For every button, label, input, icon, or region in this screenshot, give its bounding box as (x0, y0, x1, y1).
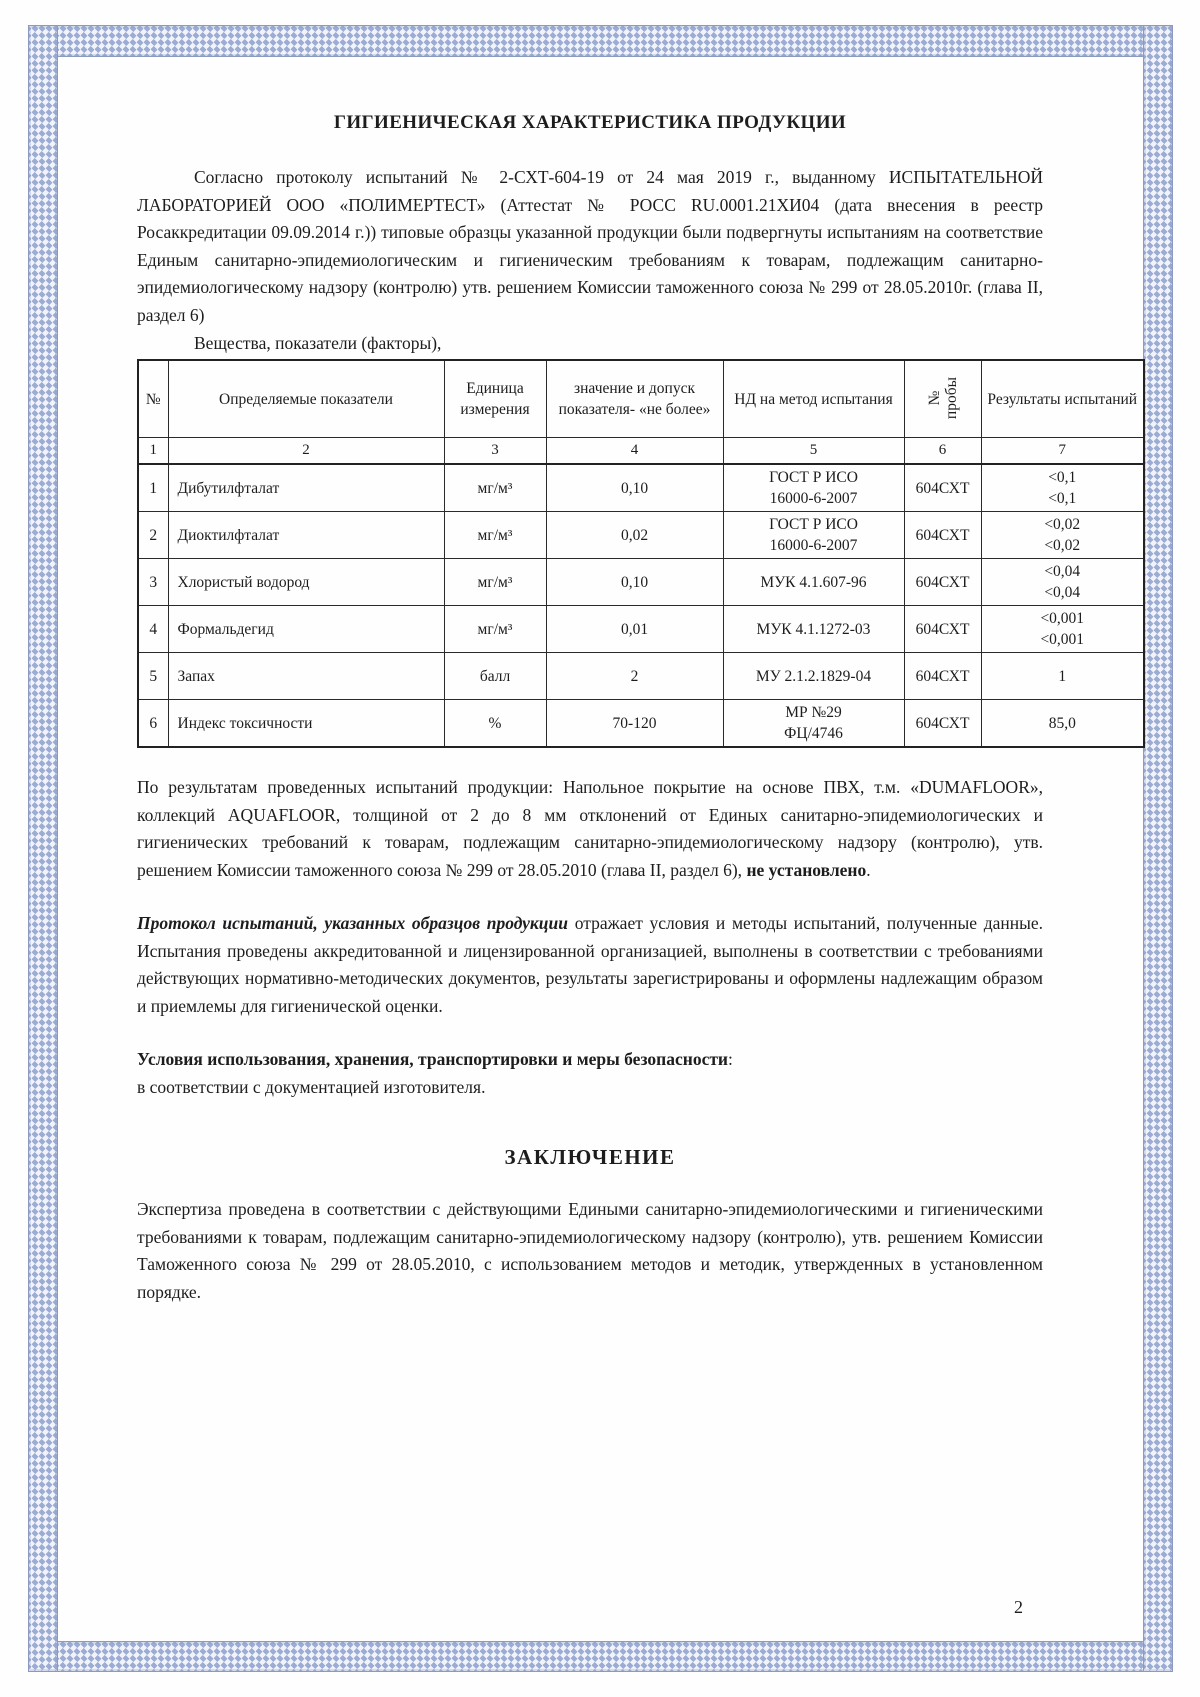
conditions-paragraph (137, 1046, 1043, 1101)
table-body (138, 464, 1144, 747)
cell-num: 5 (138, 653, 168, 700)
table-row (138, 606, 1144, 653)
cell-unit: балл (444, 653, 546, 700)
text-segment: : (728, 1049, 733, 1069)
cell-results: 1 (981, 653, 1144, 700)
cell-unit: мг/м³ (444, 512, 546, 559)
text-segment: . (866, 859, 871, 880)
cell-num: 1 (138, 464, 168, 512)
column-header-3: Единица измерения (444, 360, 546, 438)
cell-sample: 604СХТ (904, 464, 981, 512)
cell-results: <0,02 <0,02 (981, 512, 1144, 559)
cell-indicator: Дибутилфталат (168, 464, 444, 512)
decorative-border-right (1143, 25, 1173, 1672)
column-header-7: Результаты испытаний (981, 360, 1144, 438)
decorative-border-bottom (28, 1641, 1173, 1672)
table-row (138, 559, 1144, 606)
cell-num: 3 (138, 559, 168, 606)
cell-num: 4 (138, 606, 168, 653)
cell-indicator: Индекс токсичности (168, 700, 444, 748)
column-number: 7 (981, 438, 1144, 465)
column-header-2: Определяемые показатели (168, 360, 444, 438)
cell-num: 2 (138, 512, 168, 559)
column-number: 6 (904, 438, 981, 465)
cell-results: <0,04 <0,04 (981, 559, 1144, 606)
table-row (138, 464, 1144, 512)
cell-limit: 0,10 (546, 559, 723, 606)
conclusion-paragraph: Экспертиза проведена в соответствии с действующими Едиными санитарно-эпидемиологическими и гигиеническими требованиями к товарам, подлежащим санитарно-эпидемиологическому надзору (контролю), утв. решением Комиссии Таможенного союза № 299 от 28.05.2010, с использованием методов и методик, утвержденных в установленном порядке. (137, 1199, 1043, 1302)
cell-sample: 604СХТ (904, 653, 981, 700)
cell-method: МР №29 ФЦ/4746 (723, 700, 904, 748)
text-segment: в соответствии с документацией изготовителя. (137, 1076, 486, 1097)
cell-sample: 604СХТ (904, 559, 981, 606)
column-header-6 (904, 360, 981, 438)
page-number: 2 (1014, 1597, 1023, 1617)
cell-unit: мг/м³ (444, 606, 546, 653)
intro-paragraph: Согласно протоколу испытаний № 2-СХТ-604-19 от 24 мая 2019 г., выданному ИСПЫТАТЕЛЬНОЙ ЛАБОРАТОРИЕЙ ООО «ПОЛИМЕРТЕСТ» (Аттестат № РОСС RU.0001.21ХИ04 (дата внесения в реестр Росаккредитации 09.09.2014 г.)) типовые образцы указанной продукции были подвергнуты испытаниям на соответствие Единым санитарно-эпидемиологическим и гигиеническим требованиям к товарам, подлежащим санитарно-эпидемиологическому надзору (контролю) утв. решением Комиссии таможенного союза № 299 от 28.05.2010г. (глава II, раздел 6) (137, 167, 1043, 325)
cell-method: ГОСТ Р ИСО 16000-6-2007 (723, 512, 904, 559)
column-header-4: значение и допуск показателя- «не более» (546, 360, 723, 438)
rotated-header-sample-number: № пробы (925, 376, 960, 420)
cell-unit: мг/м³ (444, 464, 546, 512)
column-number: 2 (168, 438, 444, 465)
table-row (138, 512, 1144, 559)
cell-method: МУК 4.1.607-96 (723, 559, 904, 606)
column-number: 4 (546, 438, 723, 465)
cell-unit: % (444, 700, 546, 748)
cell-results: 85,0 (981, 700, 1144, 748)
test-results-table (137, 359, 1145, 748)
cell-num: 6 (138, 700, 168, 748)
text-segment: Протокол испытаний, указанных образцов продукции (137, 913, 569, 933)
cell-method: ГОСТ Р ИСО 16000-6-2007 (723, 464, 904, 512)
conclusion-heading: ЗАКЛЮЧЕНИЕ (504, 1145, 676, 1169)
cell-indicator: Хлористый водород (168, 559, 444, 606)
text-segment: отражает условия и методы испытаний, полученные данные. Испытания проведены аккредитованной и лицензированной организацией, выполнены в соответствии с требованиями действующих нормативно-методических документов, результаты зарегистрированы и оформлены надлежащим образом и приемлемы для гигиенической оценки. (137, 913, 1043, 1016)
cell-method: МУК 4.1.1272-03 (723, 606, 904, 653)
cell-sample: 604СХТ (904, 606, 981, 653)
cell-indicator: Формальдегид (168, 606, 444, 653)
text-segment: По результатам проведенных испытаний продукции: Напольное покрытие на основе ПВХ, т.м. «DUMAFLOOR», коллекций AQUAFLOOR, толщиной от 2 до 8 мм отклонений от Единых санитарно-эпидемиологических и гигиенических требований к товарам, подлежащим санитарно-эпидемиологическому надзору (контролю), утв. решением Комиссии таможенного союза № 299 от 28.05.2010 (глава II, раздел 6), (137, 777, 1043, 880)
table-row (138, 653, 1144, 700)
cell-indicator: Запах (168, 653, 444, 700)
decorative-border-left (28, 25, 58, 1672)
cell-limit: 70-120 (546, 700, 723, 748)
cell-limit: 0,01 (546, 606, 723, 653)
table-row (138, 700, 1144, 748)
cell-limit: 2 (546, 653, 723, 700)
cell-limit: 0,02 (546, 512, 723, 559)
cell-method: МУ 2.1.2.1829-04 (723, 653, 904, 700)
column-number: 3 (444, 438, 546, 465)
document-content (137, 106, 1143, 1306)
cell-unit: мг/м³ (444, 559, 546, 606)
cell-results: <0,001 <0,001 (981, 606, 1144, 653)
cell-sample: 604СХТ (904, 512, 981, 559)
text-segment: Условия использования, хранения, транспортировки и меры безопасности (137, 1049, 729, 1069)
table-caption: Вещества, показатели (факторы), (194, 333, 442, 353)
results-summary-paragraph (137, 774, 1043, 884)
decorative-border-top (28, 25, 1173, 57)
table-header (138, 360, 1144, 464)
cell-sample: 604СХТ (904, 700, 981, 748)
column-number: 1 (138, 438, 168, 465)
column-header-5: НД на метод испытания (723, 360, 904, 438)
column-header-1: № (138, 360, 168, 438)
text-segment: не установлено (746, 859, 867, 880)
document-title: ГИГИЕНИЧЕСКАЯ ХАРАКТЕРИСТИКА ПРОДУКЦИИ (333, 112, 847, 133)
cell-results: <0,1 <0,1 (981, 464, 1144, 512)
cell-indicator: Диоктилфталат (168, 512, 444, 559)
cell-limit: 0,10 (546, 464, 723, 512)
column-number: 5 (723, 438, 904, 465)
protocol-paragraph (137, 910, 1043, 1020)
